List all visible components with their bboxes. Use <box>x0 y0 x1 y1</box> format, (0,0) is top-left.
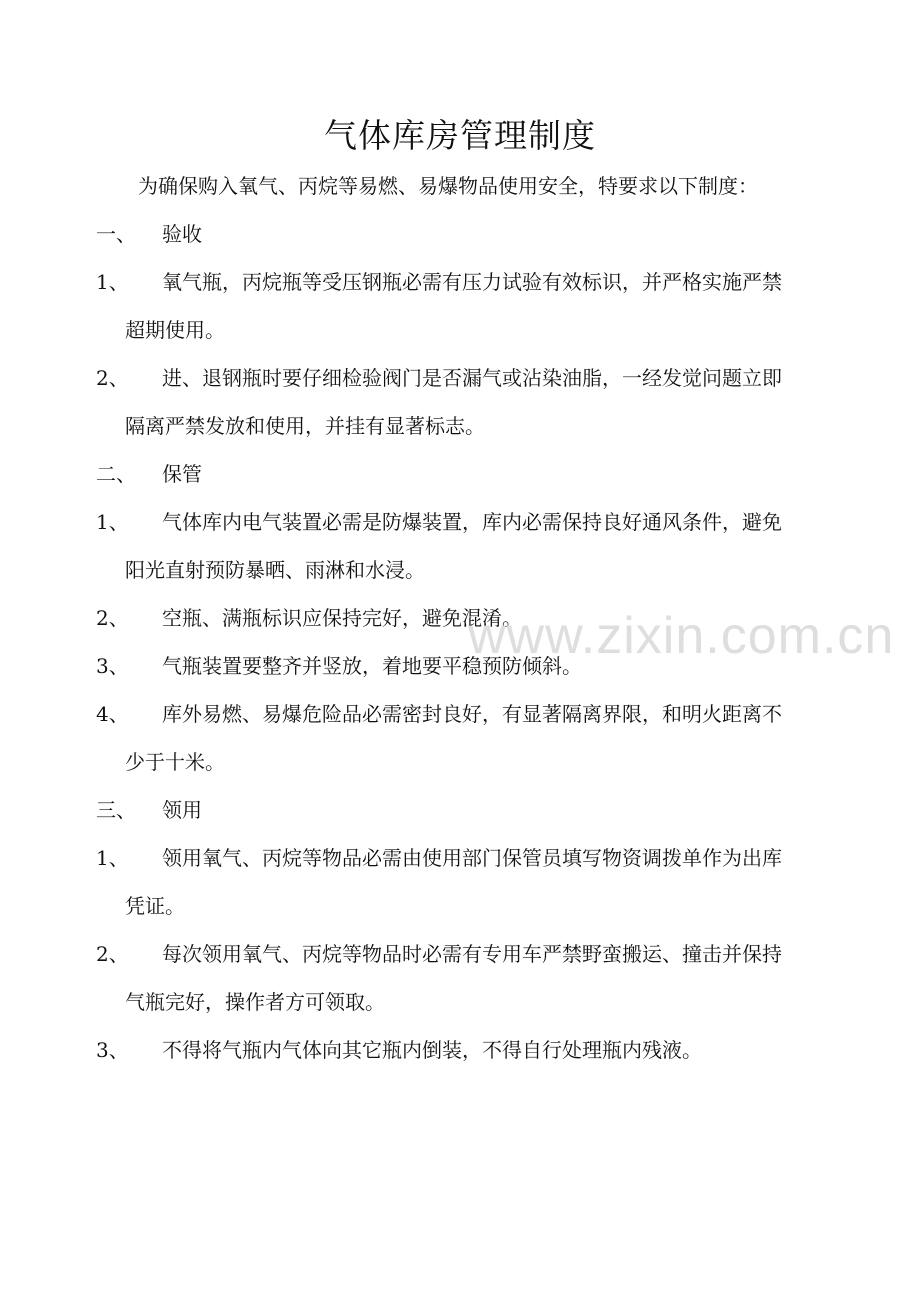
item-text-continued: 气瓶完好，操作者方可领取。 <box>125 990 385 1014</box>
item-number: 2、 <box>96 606 129 630</box>
section-title: 保管 <box>162 462 202 486</box>
item-text: 气瓶装置要整齐并竖放，着地要平稳预防倾斜。 <box>162 654 582 678</box>
item-number: 1、 <box>96 270 129 294</box>
section-title: 领用 <box>162 798 202 822</box>
item-text: 进、退钢瓶时要仔细检验阀门是否漏气或沾染油脂，一经发觉问题立即 <box>162 366 782 390</box>
section-number: 三、 <box>96 798 136 822</box>
item-text: 气体库内电气装置必需是防爆装置，库内必需保持良好通风条件，避免 <box>162 510 782 534</box>
document-title: 气体库房管理制度 <box>324 116 596 155</box>
item-text: 每次领用氧气、丙烷等物品时必需有专用车严禁野蛮搬运、撞击并保持 <box>162 942 782 966</box>
item-text-continued: 阳光直射预防暴晒、雨淋和水浸。 <box>125 558 425 582</box>
item-text-continued: 凭证。 <box>125 894 185 918</box>
item-number: 1、 <box>96 510 129 534</box>
item-number: 4、 <box>96 702 129 726</box>
item-number: 3、 <box>96 1038 129 1062</box>
section-title: 验收 <box>162 222 202 246</box>
item-number: 1、 <box>96 846 129 870</box>
item-text: 空瓶、满瓶标识应保持完好，避免混淆。 <box>162 606 522 630</box>
intro-paragraph: 为确保购入氧气、丙烷等易燃、易爆物品使用安全，特要求以下制度： <box>138 174 758 198</box>
item-text: 氧气瓶，丙烷瓶等受压钢瓶必需有压力试验有效标识，并严格实施严禁 <box>162 270 782 294</box>
item-number: 2、 <box>96 366 129 390</box>
item-text: 领用氧气、丙烷等物品必需由使用部门保管员填写物资调拨单作为出库 <box>162 846 782 870</box>
item-text: 库外易燃、易爆危险品必需密封良好，有显著隔离界限，和明火距离不 <box>162 702 782 726</box>
item-text-continued: 隔离严禁发放和使用，并挂有显著标志。 <box>125 414 485 438</box>
item-number: 3、 <box>96 654 129 678</box>
item-text-continued: 少于十米。 <box>125 750 225 774</box>
item-number: 2、 <box>96 942 129 966</box>
section-number: 一、 <box>96 222 136 246</box>
item-text-continued: 超期使用。 <box>125 318 225 342</box>
item-text: 不得将气瓶内气体向其它瓶内倒装，不得自行处理瓶内残液。 <box>162 1038 702 1062</box>
watermark: www.zixin.com.cn <box>468 607 895 665</box>
section-number: 二、 <box>96 462 136 486</box>
